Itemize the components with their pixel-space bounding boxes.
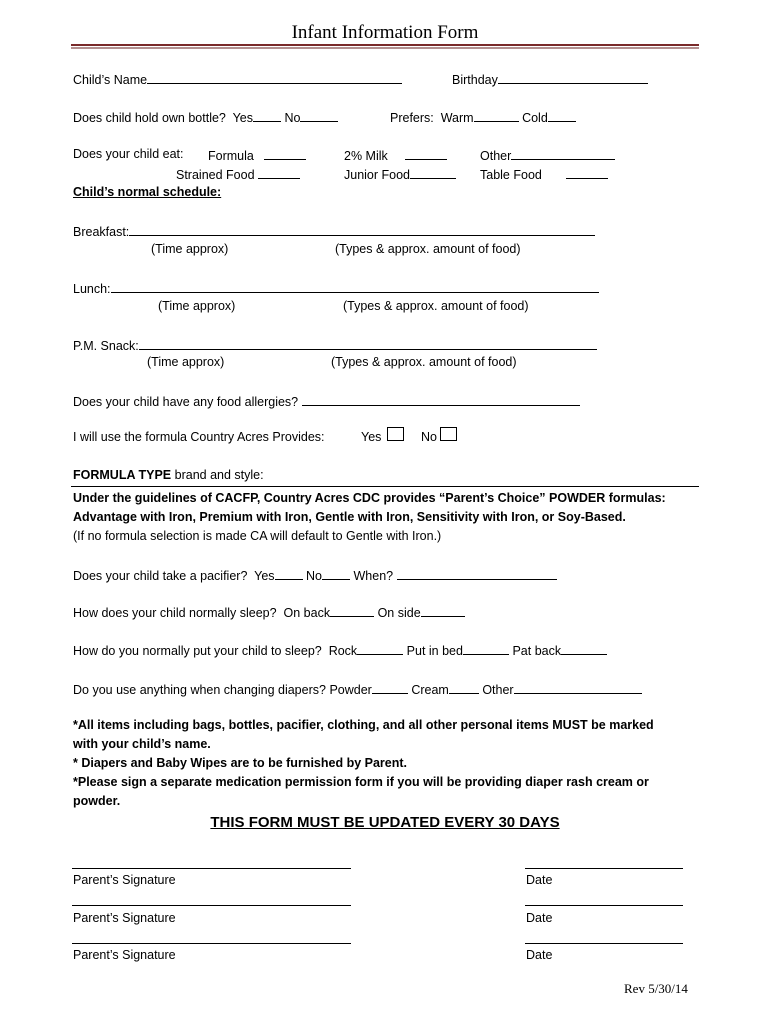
- diaper-other-field[interactable]: [514, 682, 642, 694]
- other-food-field[interactable]: [511, 148, 615, 160]
- schedule-heading: Child’s normal schedule:: [73, 185, 222, 199]
- bottle-row: [73, 110, 338, 125]
- date-line-3[interactable]: [525, 942, 683, 944]
- junior-label: Junior Food: [344, 168, 411, 182]
- prefers-row: [390, 110, 576, 125]
- note-line-1: *All items including bags, bottles, pacifier, clothing, and all other personal items MUST be marked: [73, 718, 654, 732]
- child-name-field[interactable]: [147, 72, 402, 84]
- rock-label: Rock: [328, 644, 358, 658]
- bottle-no-field[interactable]: [300, 110, 338, 122]
- junior-field[interactable]: [410, 167, 456, 179]
- pat-field[interactable]: [561, 643, 607, 655]
- prefers-label: Prefers:: [390, 111, 434, 125]
- cream-field[interactable]: [449, 682, 479, 694]
- page-title: Infant Information Form: [291, 22, 479, 43]
- revision-label: Rev 5/30/14: [624, 981, 688, 996]
- lunch-field[interactable]: [111, 281, 599, 293]
- diapers-row: [73, 682, 642, 697]
- pacifier-row: [73, 568, 557, 583]
- title-divider: [71, 44, 699, 46]
- milk-field[interactable]: [405, 148, 447, 160]
- breakfast-row: [73, 224, 595, 239]
- cold-label: Cold: [522, 111, 548, 125]
- date-line-1[interactable]: [525, 867, 683, 869]
- formula-guideline-line2: Advantage with Iron, Premium with Iron, Gentle with Iron, Sensitivity with Iron, or Soy-Based.: [73, 510, 626, 524]
- snack-row: [73, 338, 597, 353]
- lunch-row: [73, 281, 599, 296]
- formula-use-question: I will use the formula Country Acres Provides:: [73, 430, 325, 444]
- pacifier-when-label: When?: [353, 569, 394, 583]
- formula-guideline-line3: (If no formula selection is made CA will default to Gentle with Iron.): [73, 529, 442, 543]
- pat-label: Pat back: [512, 644, 562, 658]
- note-line-5: powder.: [73, 794, 121, 808]
- strained-field[interactable]: [258, 167, 300, 179]
- update-notice: THIS FORM MUST BE UPDATED EVERY 30 DAYS: [210, 814, 560, 831]
- formula-use-yes-label: Yes: [361, 430, 382, 444]
- formula-type-rest: brand and style:: [171, 468, 264, 482]
- warm-field[interactable]: [474, 110, 519, 122]
- breakfast-label: Breakfast:: [73, 225, 130, 239]
- sleep-question: How does your child normally sleep?: [73, 606, 277, 620]
- sleep-side-label: On side: [377, 606, 421, 620]
- title-divider-shadow: [71, 47, 699, 49]
- put-to-sleep-row: [73, 643, 607, 658]
- cream-label: Cream: [411, 683, 449, 697]
- formula-row: [208, 148, 306, 163]
- snack-field[interactable]: [139, 338, 597, 350]
- breakfast-food-hint: (Types & approx. amount of food): [335, 242, 521, 256]
- other-food-label: Other: [480, 149, 512, 163]
- snack-label: P.M. Snack:: [73, 339, 139, 353]
- breakfast-field[interactable]: [129, 224, 595, 236]
- lunch-time-hint: (Time approx): [158, 299, 236, 313]
- child-name-label: Child’s Name: [73, 73, 148, 87]
- date-label-3: Date: [526, 948, 553, 962]
- allergies-field[interactable]: [302, 394, 580, 406]
- other-food-row: [480, 148, 615, 163]
- date-line-2[interactable]: [525, 904, 683, 906]
- formula-label: Formula: [208, 149, 254, 163]
- signature-line-3[interactable]: [72, 942, 351, 944]
- table-food-field[interactable]: [566, 167, 608, 179]
- pacifier-yes-label: Yes: [254, 569, 275, 583]
- formula-type-divider: [71, 486, 699, 487]
- signature-label-3: Parent’s Signature: [73, 948, 176, 962]
- put-to-sleep-question: How do you normally put your child to sleep?: [73, 644, 322, 658]
- bottle-question: Does child hold own bottle?: [73, 111, 226, 125]
- bed-field[interactable]: [463, 643, 509, 655]
- milk-label: 2% Milk: [344, 149, 388, 163]
- pacifier-question: Does your child take a pacifier?: [73, 569, 248, 583]
- breakfast-time-hint: (Time approx): [151, 242, 229, 256]
- note-line-3: * Diapers and Baby Wipes are to be furnished by Parent.: [73, 756, 408, 770]
- pacifier-when-field[interactable]: [397, 568, 557, 580]
- diapers-question: Do you use anything when changing diapers?: [73, 683, 326, 697]
- birthday-row: [452, 72, 648, 87]
- strained-label: Strained Food: [176, 168, 255, 182]
- sleep-side-field[interactable]: [421, 605, 465, 617]
- sleep-row: [73, 605, 465, 620]
- junior-row: [344, 167, 456, 182]
- date-label-1: Date: [526, 873, 553, 887]
- signature-label-2: Parent’s Signature: [73, 911, 176, 925]
- child-name-row: [73, 72, 402, 87]
- milk-row: [344, 148, 447, 163]
- cold-field[interactable]: [548, 110, 576, 122]
- strained-row: [176, 167, 300, 182]
- pacifier-yes-field[interactable]: [275, 568, 303, 580]
- snack-time-hint: (Time approx): [147, 355, 225, 369]
- eat-question: Does your child eat:: [73, 147, 184, 161]
- formula-use-yes-checkbox[interactable]: [387, 427, 404, 441]
- birthday-label: Birthday: [452, 73, 498, 87]
- formula-guideline-line1: Under the guidelines of CACFP, Country Acres CDC provides “Parent’s Choice” POWDER formulas:: [73, 491, 666, 505]
- signature-line-1[interactable]: [72, 867, 351, 869]
- bottle-yes-label: Yes: [232, 111, 254, 125]
- formula-field[interactable]: [264, 148, 306, 160]
- pacifier-no-label: No: [306, 569, 323, 583]
- formula-type-bold: FORMULA TYPE: [73, 468, 172, 482]
- allergies-row: [73, 394, 580, 409]
- pacifier-no-field[interactable]: [322, 568, 350, 580]
- date-label-2: Date: [526, 911, 553, 925]
- formula-use-no-label: No: [421, 430, 437, 444]
- note-line-2: with your child’s name.: [73, 737, 211, 751]
- lunch-label: Lunch:: [73, 282, 111, 296]
- signature-label-1: Parent’s Signature: [73, 873, 176, 887]
- rock-field[interactable]: [357, 643, 403, 655]
- formula-use-no-checkbox[interactable]: [440, 427, 457, 441]
- bottle-no-label: No: [284, 111, 301, 125]
- powder-field[interactable]: [372, 682, 408, 694]
- diaper-other-label: Other: [482, 683, 514, 697]
- note-line-4: *Please sign a separate medication permission form if you will be providing diaper rash cream or: [73, 775, 649, 789]
- snack-food-hint: (Types & approx. amount of food): [331, 355, 517, 369]
- bottle-yes-field[interactable]: [253, 110, 281, 122]
- powder-label: Powder: [329, 683, 372, 697]
- sleep-back-label: On back: [283, 606, 331, 620]
- warm-label: Warm: [440, 111, 474, 125]
- sleep-back-field[interactable]: [330, 605, 374, 617]
- table-food-row: [480, 167, 608, 182]
- birthday-field[interactable]: [498, 72, 648, 84]
- signature-line-2[interactable]: [72, 904, 351, 906]
- formula-type-label: [73, 469, 264, 482]
- table-food-label: Table Food: [480, 168, 542, 182]
- lunch-food-hint: (Types & approx. amount of food): [343, 299, 529, 313]
- bed-label: Put in bed: [406, 644, 463, 658]
- allergies-question: Does your child have any food allergies?: [73, 395, 299, 409]
